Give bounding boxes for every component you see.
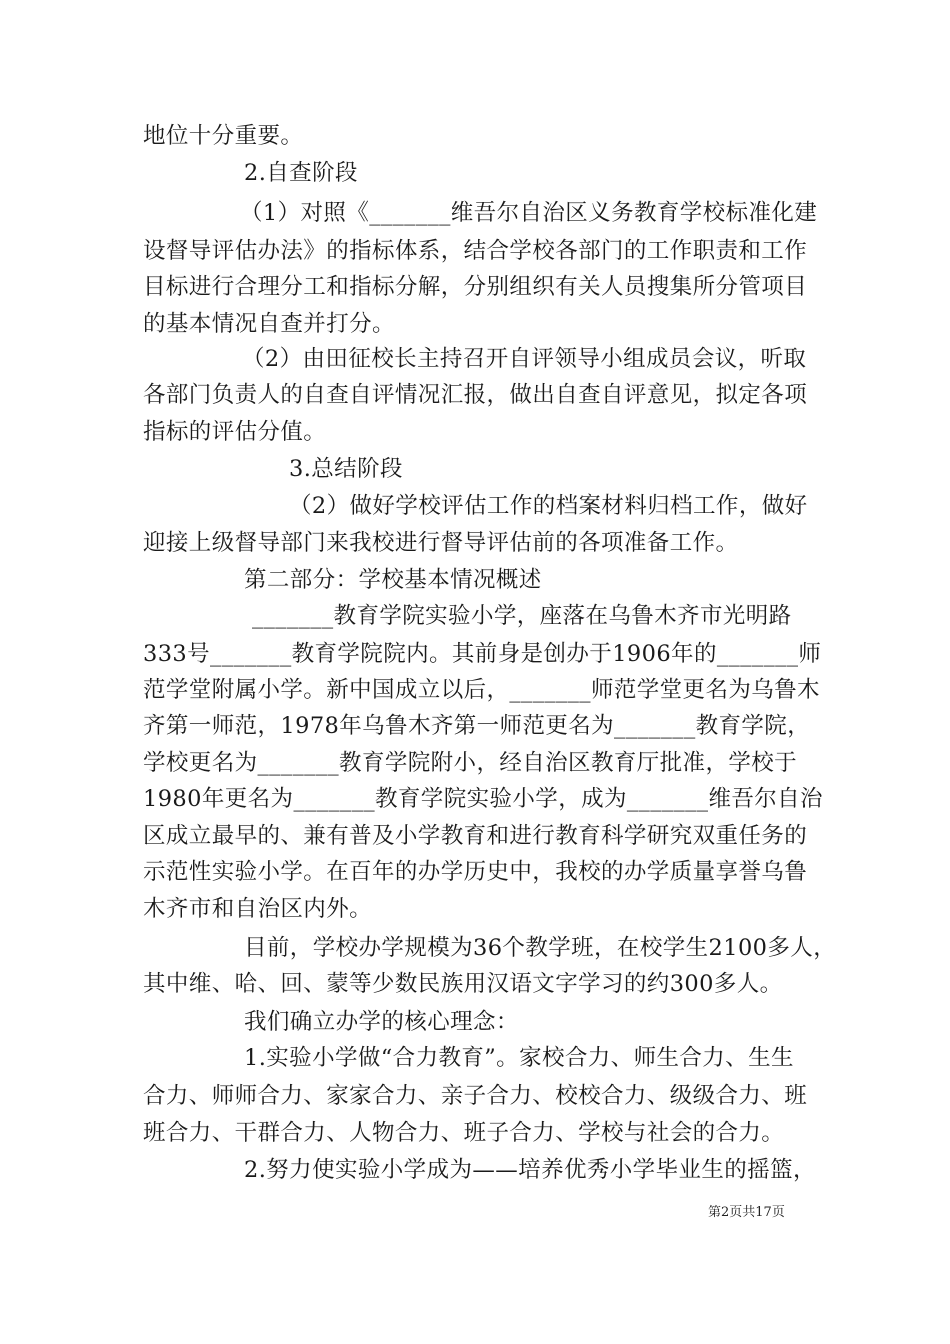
paragraph-line: 合力、师师合力、家家合力、亲子合力、校校合力、级级合力、班 [143,1083,808,1109]
paragraph-line: 2.努力使实验小学成为——培养优秀小学毕业生的摇篮， [244,1157,816,1183]
paragraph-line: 的基本情况自查并打分。 [143,311,395,337]
paragraph-line: 学校更名为_______教育学院附小，经自治区教育厅批准，学校于 [143,750,798,776]
paragraph-line: 我们确立办学的核心理念： [244,1009,519,1035]
paragraph-line: 区成立最早的、兼有普及小学教育和进行教育科学研究双重任务的 [143,823,808,849]
paragraph-line: 示范性实验小学。在百年的办学历史中，我校的办学质量享誉乌鲁 [143,859,808,885]
paragraph-line: 木齐市和自治区内外。 [143,896,373,922]
page-number: 第2页共17页 [708,1205,785,1220]
paragraph-line: 地位十分重要。 [143,123,304,149]
paragraph-line: 范学堂附属小学。新中国成立以后，_______师范学堂更名为乌鲁木 [143,677,820,703]
paragraph-line: 目标进行合理分工和指标分解，分别组织有关人员搜集所分管项目 [143,274,808,300]
paragraph-line: 指标的评估分值。 [143,419,327,445]
paragraph-line: 其中维、哈、回、蒙等少数民族用汉语文字学习的约300多人。 [143,971,783,997]
paragraph-line: 目前，学校办学规模为36个教学班，在校学生2100多人， [244,935,837,961]
paragraph-line: （2）做好学校评估工作的档案材料归档工作，做好 [289,493,808,519]
paragraph-line: 各部门负责人的自查自评情况汇报，做出自查自评意见，拟定各项 [143,382,808,408]
section-heading: 3.总结阶段 [289,456,403,482]
part-heading: 第二部分：学校基本情况概述 [244,567,542,593]
section-heading: 2.自查阶段 [244,160,358,186]
paragraph-line: （2）由田征校长主持召开自评领导小组成员会议，听取 [242,346,807,372]
paragraph-line: （1）对照《_______维吾尔自治区义务教育学校标准化建 [240,200,818,226]
paragraph-line: 齐第一师范，1978年乌鲁木齐第一师范更名为_______教育学院， [143,713,811,739]
paragraph-line: 333号_______教育学院院内。其前身是创办于1906年的_______师 [143,641,822,667]
paragraph-line: 1980年更名为_______教育学院实验小学，成为_______维吾尔自治 [143,786,823,812]
paragraph-line: 设督导评估办法》的指标体系，结合学校各部门的工作职责和工作 [143,238,808,264]
paragraph-line: 班合力、干群合力、人物合力、班子合力、学校与社会的合力。 [143,1120,785,1146]
paragraph-line: 迎接上级督导部门来我校进行督导评估前的各项准备工作。 [143,530,739,556]
paragraph-line: _______教育学院实验小学，座落在乌鲁木齐市光明路 [252,603,792,629]
paragraph-line: 1.实验小学做“合力教育”。家校合力、师生合力、生生 [244,1045,794,1071]
